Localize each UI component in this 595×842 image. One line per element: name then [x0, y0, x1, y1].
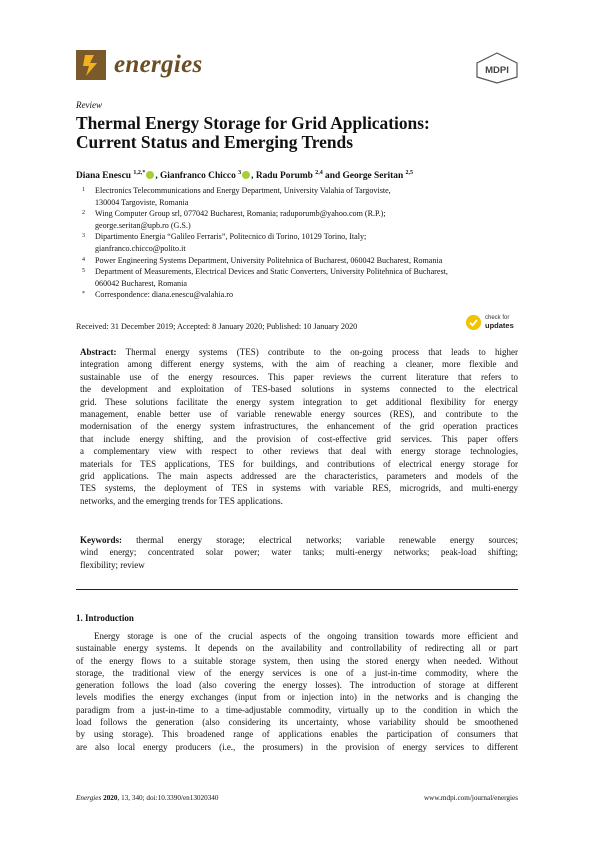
- author-affiliation-ref: 3: [238, 170, 242, 176]
- correspondence-item: [82, 289, 522, 301]
- footer-url[interactable]: www.mdpi.com/journal/energies: [423, 794, 518, 802]
- keywords-label: Keywords:: [80, 535, 122, 545]
- affiliation-text[interactable]: gianfranco.chicco@polito.it: [95, 243, 186, 253]
- author-affiliation-ref: 2,4: [315, 170, 323, 176]
- author-name[interactable]: Gianfranco Chicco: [160, 171, 236, 182]
- keywords-line: flexibility; review: [80, 559, 145, 570]
- affiliation-number: 2: [82, 210, 85, 217]
- check-updates-line1: check for: [485, 315, 510, 321]
- keywords-line: wind energy; concentrated solar power; water tanks; multi-energy networks; peak-load shifting;: [80, 547, 518, 558]
- title-line: Thermal Energy Storage for Grid Applications:: [76, 113, 430, 133]
- affiliation-text[interactable]: Wing Computer Group srl, 077042 Bucharest, Romania; raduporumb@yahoo.com (R.P.);: [95, 209, 386, 219]
- affiliation-number: 1: [82, 187, 85, 193]
- keywords-line: [80, 534, 518, 546]
- correspondence-text[interactable]: Correspondence: diana.enescu@valahia.ro: [95, 290, 234, 300]
- author-separator: and: [322, 171, 343, 182]
- author-list: [76, 170, 413, 181]
- body-line: are also local energy producers (i.e., the prosumers) in the provision of energy services to different: [76, 741, 518, 752]
- author-separator: ,: [155, 171, 160, 182]
- check-for-updates-button[interactable]: [466, 314, 514, 330]
- affiliation-text: Dipartimento Energia “Galileo Ferraris”, Politecnico di Torino, 10129 Torino, Italy;: [95, 232, 367, 242]
- section-heading: 1. Introduction: [76, 613, 134, 623]
- body-line: load follows the generation (also considering its uncertainty, whose variability should be smoothened: [76, 717, 518, 728]
- affiliation-number: 4: [82, 256, 85, 263]
- abstract: [80, 346, 518, 507]
- affiliations: [82, 185, 522, 301]
- body-line: levels modifies the energy exchanges (input from or injection into) in the networks and is changing the: [76, 692, 518, 703]
- author-affiliation-ref: 2,5: [405, 170, 414, 176]
- author-name[interactable]: Radu Porumb: [255, 171, 313, 182]
- keywords: [80, 534, 518, 571]
- author-separator: ,: [251, 171, 256, 182]
- author-affiliation-ref: 1,2,*: [133, 170, 146, 176]
- journal-name: energies: [114, 51, 203, 78]
- body-line: of the energy flows to a suitable storage system, then using the stored energy when needed. Without: [76, 655, 518, 666]
- body-line: sustainable energy systems. It depends on the availability and controllability of redirecting all or part: [76, 643, 518, 654]
- journal-logo[interactable]: [76, 50, 203, 80]
- footer-year: 2020: [103, 794, 118, 802]
- abstract-line: networks, and the emerging trends for TES applications.: [80, 495, 283, 506]
- affiliation-number: *: [82, 291, 85, 298]
- affiliation-text[interactable]: george.seritan@upb.ro (G.S.): [95, 220, 191, 230]
- mdpi-logo[interactable]: [476, 52, 518, 84]
- affiliation-text: Power Engineering Systems Department, University Politehnica of Bucharest, 060042 Bucharest, Romania: [95, 255, 443, 265]
- abstract-line: [80, 346, 518, 358]
- abstract-text: Thermal energy systems (TES) contribute to the on-going process that leads to higher: [125, 347, 518, 357]
- affiliation-item: [82, 208, 522, 231]
- footer-journal: Energies: [76, 794, 102, 802]
- check-updates-icon: [466, 315, 481, 330]
- affiliation-item: [82, 255, 522, 267]
- affiliation-text: 060042 Bucharest, Romania: [95, 278, 187, 288]
- body-line: Energy storage is one of the crucial aspects of the ongoing transition towards more efficient and: [94, 631, 518, 641]
- abstract-line: integration among different energy systems, with the aim of reaching a cleaner, more flexible and: [80, 359, 518, 370]
- abstract-line: grid applications. The main aspects addressed are the characteristics, parameters and models of the: [80, 470, 518, 481]
- footer-doi[interactable]: , 13, 340; doi:10.3390/en13020340: [117, 794, 219, 802]
- body-line: storage, the traditional view of the energy services is one of a just-in-time commodity, where the: [76, 667, 518, 678]
- keywords-text: thermal energy storage; electrical networks; variable renewable energy sources;: [136, 535, 519, 545]
- orcid-icon[interactable]: [146, 171, 154, 179]
- author-name[interactable]: George Seritan: [342, 171, 404, 182]
- affiliation-number: 5: [82, 268, 85, 275]
- abstract-line: management, enable better use of variable renewable energy sources (RES), and contribute to the: [80, 408, 518, 419]
- lightning-icon: [76, 50, 106, 80]
- affiliation-text: Department of Measurements, Electrical Devices and Static Converters, University Politehnica of Bucharest,: [95, 267, 448, 277]
- affiliation-text: Electronics Telecommunications and Energy Department, University Valahia of Targoviste,: [95, 186, 391, 195]
- title-line: Current Status and Emerging Trends: [76, 132, 354, 152]
- body-line: generation follows the load (also covering the energy losses). The introduction of storage at different: [76, 680, 518, 691]
- body-line: by using storage). This broadened range of applications enables the participation of consumers that: [76, 729, 518, 740]
- affiliation-item: [82, 185, 522, 208]
- abstract-line: a complementary view with respect to other reviews that deal with energy storage technologies,: [80, 446, 518, 457]
- introduction-body: [76, 630, 518, 753]
- publisher-name: MDPI: [485, 65, 509, 76]
- check-updates-line2: updates: [485, 321, 514, 330]
- abstract-line: materials for TES applications, TES for buildings, and contributions of electrical energy storage for: [80, 458, 518, 469]
- affiliation-item: [82, 266, 522, 289]
- abstract-line: the development and exploitation of TES-based solutions in systems connected to the electrical: [80, 384, 518, 395]
- abstract-label: Abstract:: [80, 347, 117, 357]
- author-name[interactable]: Diana Enescu: [76, 171, 131, 182]
- article-type: Review: [76, 100, 102, 110]
- publication-dates: Received: 31 December 2019; Accepted: 8 January 2020; Published: 10 January 2020: [76, 322, 358, 331]
- affiliation-number: 3: [82, 233, 85, 240]
- affiliation-item: [82, 231, 522, 254]
- abstract-line: that include energy shifting, and the provision of cost-effective grid services. This paper offers: [80, 433, 518, 444]
- paper-title: [76, 114, 526, 152]
- abstract-line: sustainable use of the energy resources. This paper reviews the current literature that refers to: [80, 371, 518, 382]
- affiliation-text: 130004 Targoviste, Romania: [95, 197, 189, 207]
- section-divider: [76, 589, 518, 590]
- abstract-line: modernisation of the energy system infrastructures, the enhancement of the grid operation practices: [80, 421, 518, 432]
- orcid-icon[interactable]: [242, 171, 250, 179]
- body-line: paradigm from a just-in-time to a time-adjustable commodity, virtually up to the condition in which the: [76, 704, 518, 715]
- abstract-line: grid. These solutions facilitate the energy system integration to get additional flexibility for energy: [80, 396, 518, 407]
- abstract-line: TES systems, the deployment of TES in systems with variable RES, microgrids, and multi-energy: [80, 483, 518, 494]
- footer-citation: [76, 794, 219, 802]
